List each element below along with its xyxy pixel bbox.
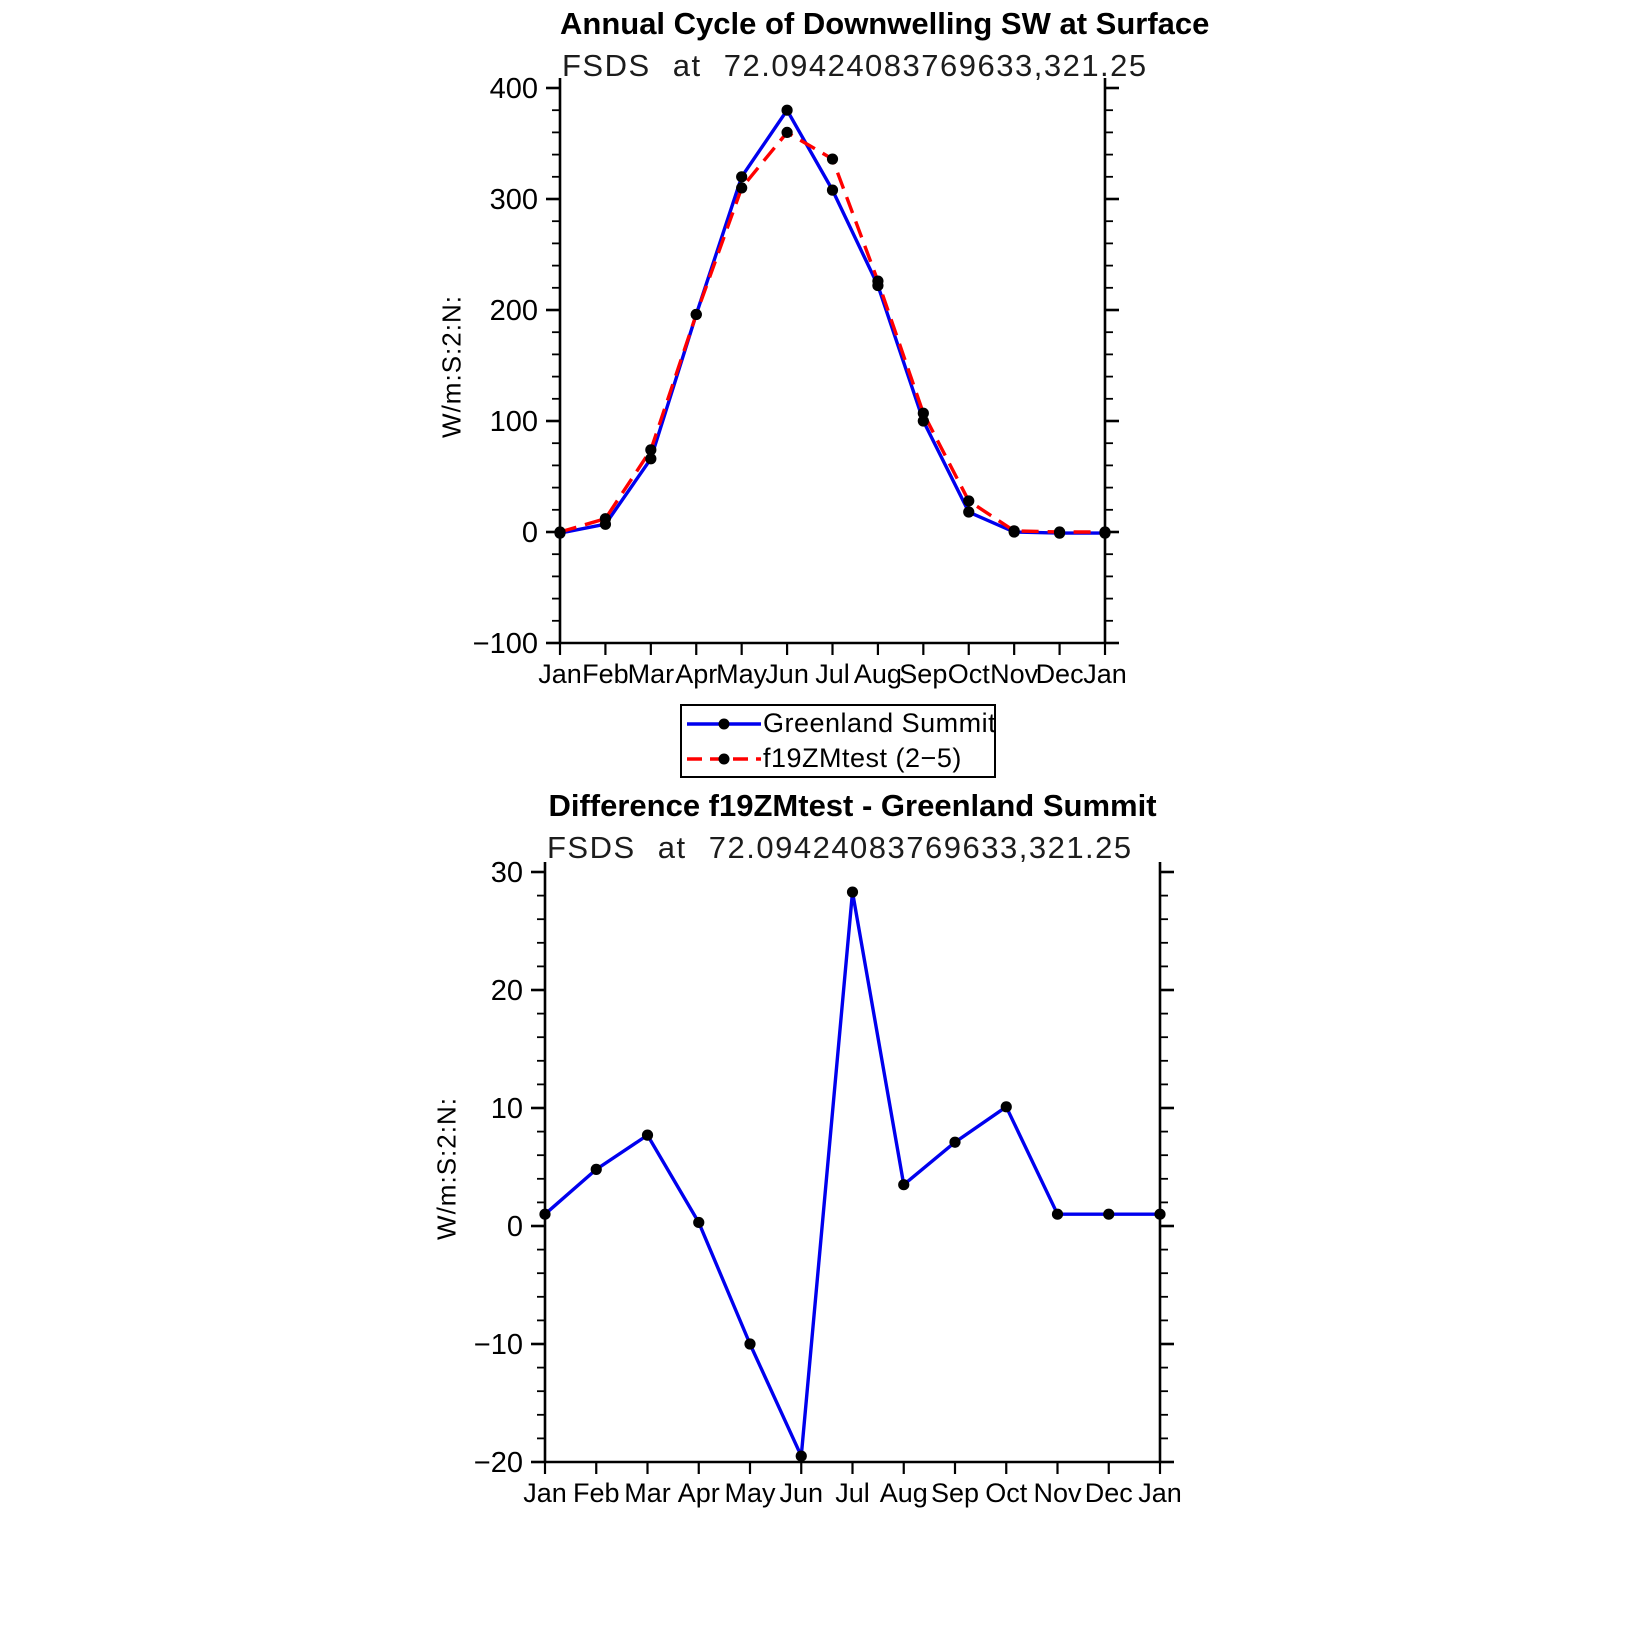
svg-text:0: 0	[521, 517, 538, 549]
svg-text:Sep: Sep	[930, 1478, 980, 1508]
svg-text:May: May	[716, 659, 768, 689]
svg-text:Dec: Dec	[1035, 659, 1084, 689]
svg-text:Jun: Jun	[765, 659, 809, 689]
svg-text:Sep: Sep	[899, 659, 948, 689]
svg-text:Apr: Apr	[677, 1478, 720, 1508]
chart1-y-axis-label: W/m:S:2:N:	[436, 295, 467, 438]
chart2-title: Difference f19ZMtest - Greenland Summit	[548, 788, 1157, 823]
legend	[680, 704, 996, 778]
legend-item-greenland-summit	[682, 706, 997, 741]
svg-text:Jun: Jun	[779, 1478, 824, 1508]
chart2-subtitle: FSDS at 72.09424083769633,321.25	[547, 830, 1133, 865]
svg-text:0: 0	[506, 1211, 523, 1243]
svg-text:Mar: Mar	[624, 1478, 671, 1508]
svg-text:Mar: Mar	[627, 659, 675, 689]
svg-text:200: 200	[489, 295, 538, 327]
legend-marker-dot	[719, 753, 730, 764]
chart1-title: Annual Cycle of Downwelling SW at Surface	[560, 6, 1210, 41]
svg-text:Jan: Jan	[1138, 1478, 1182, 1508]
svg-text:Jan: Jan	[538, 659, 582, 689]
svg-text:Aug: Aug	[853, 659, 902, 689]
svg-text:Nov: Nov	[990, 659, 1039, 689]
legend-label-f19zmtest: f19ZMtest (2−5)	[763, 743, 962, 773]
svg-text:Oct: Oct	[985, 1478, 1028, 1508]
legend-red-dashed-line-sample	[685, 747, 763, 771]
svg-text:Feb: Feb	[572, 1478, 620, 1508]
svg-text:10: 10	[490, 1093, 523, 1125]
svg-text:Nov: Nov	[1033, 1478, 1082, 1508]
legend-blue-line-sample	[685, 712, 763, 736]
svg-text:Jan: Jan	[1083, 659, 1127, 689]
svg-text:Feb: Feb	[582, 659, 629, 689]
svg-text:May: May	[724, 1478, 776, 1508]
svg-text:Aug: Aug	[879, 1478, 928, 1508]
svg-text:300: 300	[489, 184, 538, 216]
svg-text:30: 30	[490, 857, 523, 889]
svg-text:Jul: Jul	[815, 659, 850, 689]
legend-label-greenland-summit: Greenland Summit	[763, 708, 997, 738]
chart1-subtitle: FSDS at 72.09424083769633,321.25	[562, 48, 1148, 83]
chart2-y-axis-label: W/m:S:2:N:	[431, 1097, 462, 1240]
legend-item-f19zmtest	[682, 741, 994, 776]
svg-text:Oct: Oct	[947, 659, 990, 689]
svg-text:−10: −10	[473, 1329, 523, 1361]
legend-marker-dot	[719, 718, 730, 729]
svg-text:Jan: Jan	[523, 1478, 567, 1508]
svg-text:20: 20	[490, 975, 523, 1007]
svg-text:100: 100	[489, 406, 538, 438]
svg-text:Apr: Apr	[675, 659, 718, 689]
svg-text:−100: −100	[472, 628, 538, 660]
svg-text:400: 400	[489, 73, 538, 105]
svg-text:Dec: Dec	[1084, 1478, 1133, 1508]
svg-text:−20: −20	[473, 1447, 523, 1479]
svg-text:Jul: Jul	[835, 1478, 870, 1508]
